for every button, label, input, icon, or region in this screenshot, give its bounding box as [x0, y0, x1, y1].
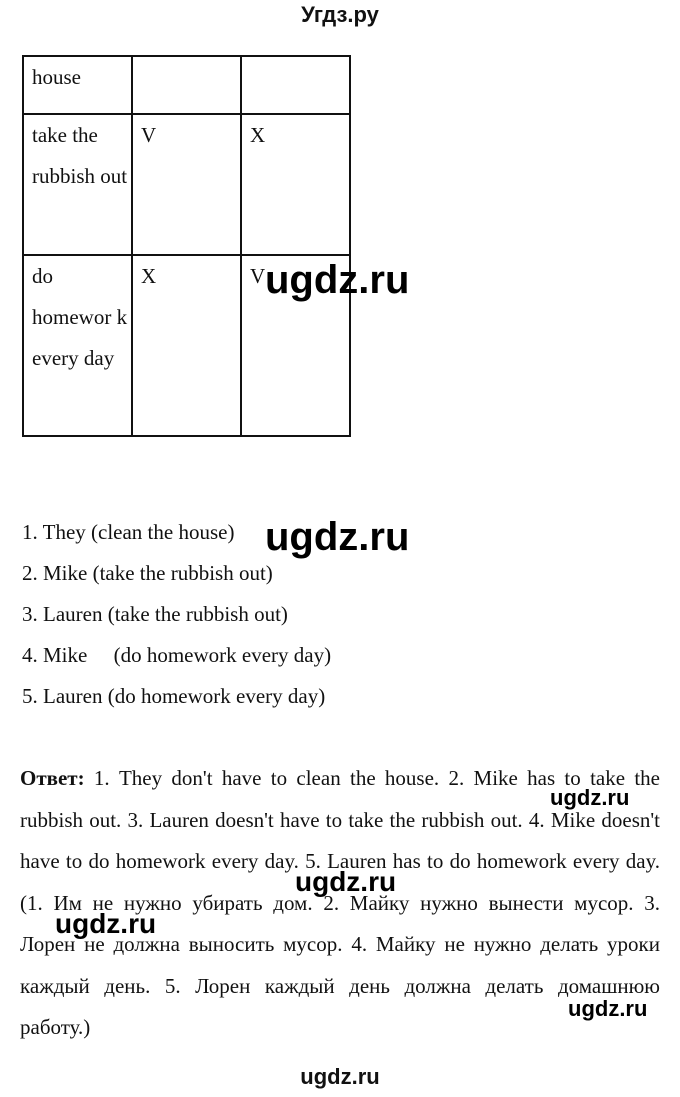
- table-cell-activity: house: [23, 56, 132, 114]
- table-cell-mark: X: [132, 255, 241, 436]
- list-item: 4. Mike (do homework every day): [22, 643, 332, 667]
- list-item: 3. Lauren (take the rubbish out): [22, 602, 288, 626]
- list-item: 1. They (clean the house): [22, 520, 235, 544]
- watermark: ugdz.ru: [55, 908, 157, 939]
- footer-watermark: ugdz.ru: [300, 1064, 380, 1089]
- table-cell-mark: [241, 56, 350, 114]
- watermark: ugdz.ru: [568, 996, 648, 1021]
- answer-label: Ответ:: [20, 766, 85, 790]
- answer-text: 1. They don't have to clean the house. 2. Mike has to take the rubbish out. 3. Lauren doesn't have to take the rubbish out. 4. Mike doesn't have to do homework every day. 5. Lauren has to do homework every day. (1. Им не нужно убирать дом. 2. Майку нужно вынести мусор. 3. Лорен не должна выносить мусор. 4. Майку не нужно делать уроки каждый день. 5. Лорен каждый день должна делать домашнюю работу.): [20, 766, 660, 1039]
- table-cell-activity: take the rubbish out: [23, 114, 132, 255]
- table-row: [23, 56, 350, 114]
- table-cell-activity: do homewor k every day: [23, 255, 132, 436]
- watermark: ugdz.ru: [550, 785, 630, 810]
- table-cell-mark: V: [132, 114, 241, 255]
- list-item: 2. Mike (take the rubbish out): [22, 561, 273, 585]
- table-cell-mark: V: [241, 255, 350, 436]
- site-title: Угдз.ру: [301, 2, 379, 27]
- watermark: ugdz.ru: [265, 515, 410, 559]
- list-item: 5. Lauren (do homework every day): [22, 684, 326, 708]
- chores-table: [22, 55, 351, 437]
- table-cell-mark: X: [241, 114, 350, 255]
- watermark: ugdz.ru: [295, 866, 397, 897]
- table-row: [23, 114, 350, 255]
- watermark: ugdz.ru: [265, 258, 410, 302]
- table-cell-mark: [132, 56, 241, 114]
